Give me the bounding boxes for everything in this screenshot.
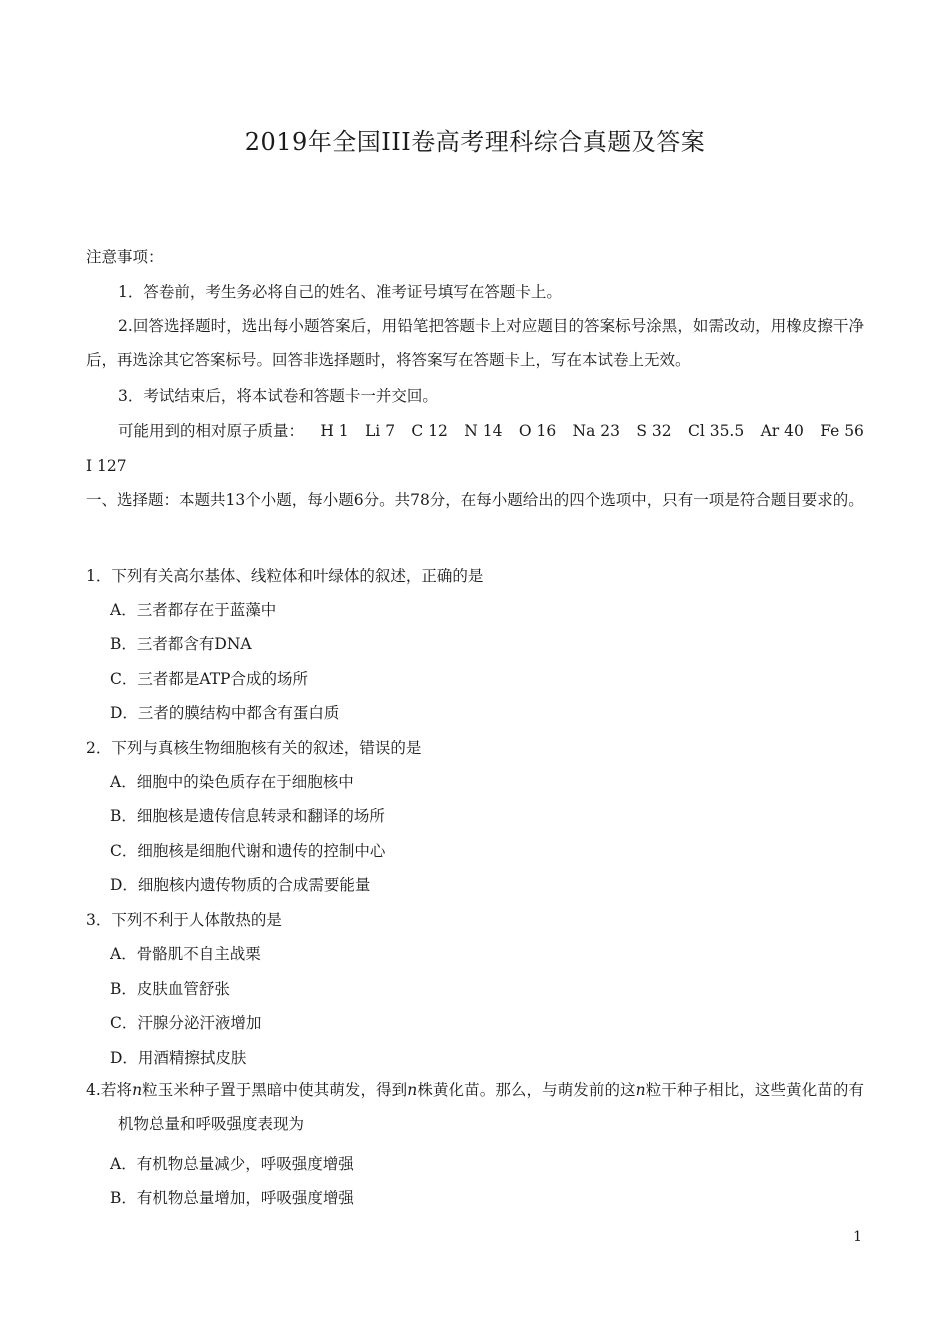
atomic-mass: C 12 <box>411 422 448 440</box>
option-d: D．细胞核内遗传物质的合成需要能量 <box>110 876 371 894</box>
atomic-mass-tail: I 127 <box>86 457 127 475</box>
notice-item-3: 3．考试结束后，将本试卷和答题卡一并交回。 <box>118 387 438 405</box>
atomic-mass: O 16 <box>518 422 557 440</box>
option-a: A．骨骼肌不自主战栗 <box>110 945 261 963</box>
section-heading: 一、选择题：本题共13个小题，每小题6分。共78分，在每小题给出的四个选项中，只有一项是符合题目要求的。 <box>86 491 864 509</box>
option-c: C．三者都是ATP合成的场所 <box>110 670 308 688</box>
atomic-mass: Fe 56 <box>820 422 864 440</box>
notice-heading: 注意事项： <box>86 248 164 266</box>
atomic-mass: H 1 <box>320 422 349 440</box>
option-b: B．细胞核是遗传信息转录和翻译的场所 <box>110 807 385 825</box>
option-b: B．有机物总量增加，呼吸强度增强 <box>110 1189 354 1207</box>
option-d: D．三者的膜结构中都含有蛋白质 <box>110 704 340 722</box>
stem-part: 粒干种子相比，这些黄化苗的有机物总量和呼吸强度表现为 <box>118 1081 864 1133</box>
option-c: C．汗腺分泌汗液增加 <box>110 1014 262 1032</box>
atomic-mass: Li 7 <box>365 422 396 440</box>
page-number: 1 <box>853 1229 862 1245</box>
notice-item-2: 2.回答选择题时，选出每小题答案后，用铅笔把答题卡上对应题目的答案标号涂黑，如需改动，用橡皮擦干净后，再选涂其它答案标号。回答非选择题时，将答案写在答题卡上，写在本试卷上无效。 <box>86 317 864 369</box>
page-title: 2019年全国III卷高考理科综合真题及答案 <box>244 128 706 156</box>
option-a: A．三者都存在于蓝藻中 <box>110 601 277 619</box>
question-stem: 3．下列不利于人体散热的是 <box>86 911 282 929</box>
variable-n: n <box>132 1081 143 1099</box>
variable-n: n <box>635 1081 646 1099</box>
question-stem: 1．下列有关高尔基体、线粒体和叶绿体的叙述，正确的是 <box>86 567 484 585</box>
option-c: C．细胞核是细胞代谢和遗传的控制中心 <box>110 842 386 860</box>
atomic-masses-row <box>118 421 864 441</box>
atomic-mass: N 14 <box>464 422 503 440</box>
notice-item-1: 1．答卷前，考生务必将自己的姓名、准考证号填写在答题卡上。 <box>118 283 562 301</box>
atomic-mass: S 32 <box>636 422 672 440</box>
atomic-mass: Cl 35.5 <box>687 422 745 440</box>
atomic-mass: Na 23 <box>572 422 620 440</box>
stem-part: 4.若将 <box>86 1081 133 1099</box>
question-stem: 2．下列与真核生物细胞核有关的叙述，错误的是 <box>86 739 422 757</box>
atomic-mass: Ar 40 <box>760 422 804 440</box>
atomic-masses-label: 可能用到的相对原子质量： <box>118 422 305 440</box>
option-a: A．有机物总量减少，呼吸强度增强 <box>110 1155 354 1173</box>
stem-part: 粒玉米种子置于黑暗中使其萌发，得到 <box>142 1081 408 1099</box>
variable-n: n <box>407 1081 418 1099</box>
option-d: D．用酒精擦拭皮肤 <box>110 1049 247 1067</box>
stem-part: 株黄化苗。那么，与萌发前的这 <box>417 1081 636 1099</box>
option-b: B．三者都含有DNA <box>110 635 252 653</box>
question-stem <box>86 1073 864 1141</box>
option-a: A．细胞中的染色质存在于细胞核中 <box>110 773 354 791</box>
option-b: B．皮肤血管舒张 <box>110 980 230 998</box>
